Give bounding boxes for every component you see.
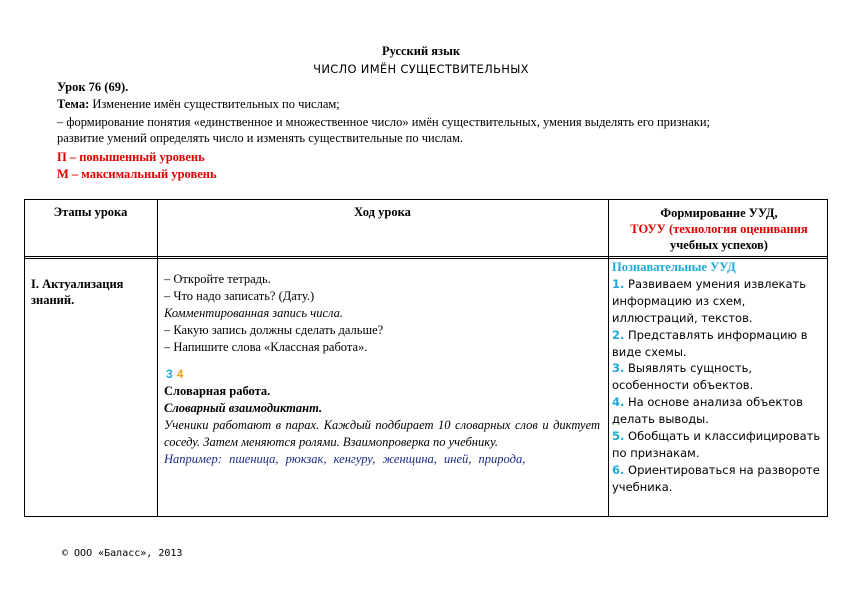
vocab-subtitle: Словарный взаимодиктант. (164, 401, 323, 415)
column-header-stages: Этапы урока (53, 205, 128, 219)
uud-item-text: Представлять информацию в виде схемы. (612, 327, 808, 359)
goal (57, 114, 797, 146)
uud-item (612, 462, 826, 496)
uud-item-text: Развиваем умения извлекать информацию из схем, иллюстраций, текстов. (612, 276, 806, 325)
uud-header-line-3: учебных успехов) (670, 238, 768, 252)
uud-item (612, 360, 826, 394)
level-p-legend: П – повышенный уровень (57, 150, 205, 164)
column-header-uud (610, 205, 828, 253)
marker-3: 3 (166, 367, 173, 381)
topic-label: Тема: (57, 97, 90, 111)
uud-item-text: Выявлять сущность, особенности объектов. (612, 361, 754, 393)
stage-cell (31, 276, 153, 308)
vocab-title: Словарная работа. (164, 384, 271, 398)
uud-item (612, 327, 826, 361)
example-words: пшеница, рюкзак, кенгуру, женщина, иней, природа, (229, 452, 526, 466)
uud-item-number: 6. (612, 462, 625, 477)
course-line: – Откройте тетрадь. (164, 272, 271, 286)
vocab-description: Ученики работают в парах. Каждый подбирает 10 словарных слов и диктует соседу. Затем меняются ролями. Взаимопроверка по учебнику. (164, 418, 600, 449)
table-divider (157, 200, 158, 516)
level-m-legend: М – максимальный уровень (57, 167, 217, 181)
uud-item-number: 1. (612, 276, 625, 291)
example-label: Например: (164, 452, 222, 466)
level-markers (164, 366, 600, 383)
course-line: Комментированная запись числа. (164, 306, 343, 320)
uud-item (612, 428, 826, 462)
subject-heading: Русский язык (381, 44, 461, 58)
uud-item-text: Ориентироваться на развороте учебника. (612, 462, 820, 494)
copyright: © ООО «Баласс», 2013 (62, 548, 183, 559)
lesson-title: ЧИСЛО ИМЁН СУЩЕСТВИТЕЛЬНЫХ (313, 62, 529, 76)
uud-item (612, 394, 826, 428)
course-line: – Что надо записать? (Дату.) (164, 289, 315, 303)
topic (57, 97, 340, 112)
table-divider (608, 200, 609, 516)
goal-line-1: – формирование понятия «единственное и множественное число» имён существительных, умения выделять его признаки; (57, 115, 711, 129)
goal-line-2: развитие умений определять число и изменять существительные по числам. (57, 131, 464, 145)
lesson-table (24, 199, 828, 517)
uud-heading: Познавательные УУД (612, 260, 736, 274)
uud-item-number: 4. (612, 395, 625, 410)
course-line: – Напишите слова «Классная работа». (164, 340, 368, 354)
course-line: – Какую запись должны сделать дальше? (164, 323, 384, 337)
example-line (164, 451, 600, 468)
course-cell (164, 271, 600, 468)
uud-header-line-2: ТОУУ (технология оценивания (630, 222, 808, 236)
uud-item (612, 276, 826, 327)
uud-item-text: На основе анализа объектов делать выводы. (612, 395, 803, 427)
column-header-course: Ход урока (354, 205, 411, 219)
topic-text: Изменение имён существительных по числам; (92, 97, 340, 111)
table-divider (25, 256, 827, 257)
uud-item-text: Обобщать и классифицировать по признакам. (612, 429, 821, 460)
uud-cell (612, 259, 826, 496)
marker-4: 4 (176, 367, 184, 381)
lesson-number: Урок 76 (69). (57, 80, 129, 94)
uud-item-number: 5. (612, 429, 625, 444)
uud-item-number: 3. (612, 361, 625, 376)
uud-header-line-1: Формирование УУД, (660, 206, 778, 220)
stage-line-1: I. Актуализация (31, 277, 124, 291)
stage-line-2: знаний. (31, 293, 75, 307)
uud-item-number: 2. (612, 327, 625, 342)
